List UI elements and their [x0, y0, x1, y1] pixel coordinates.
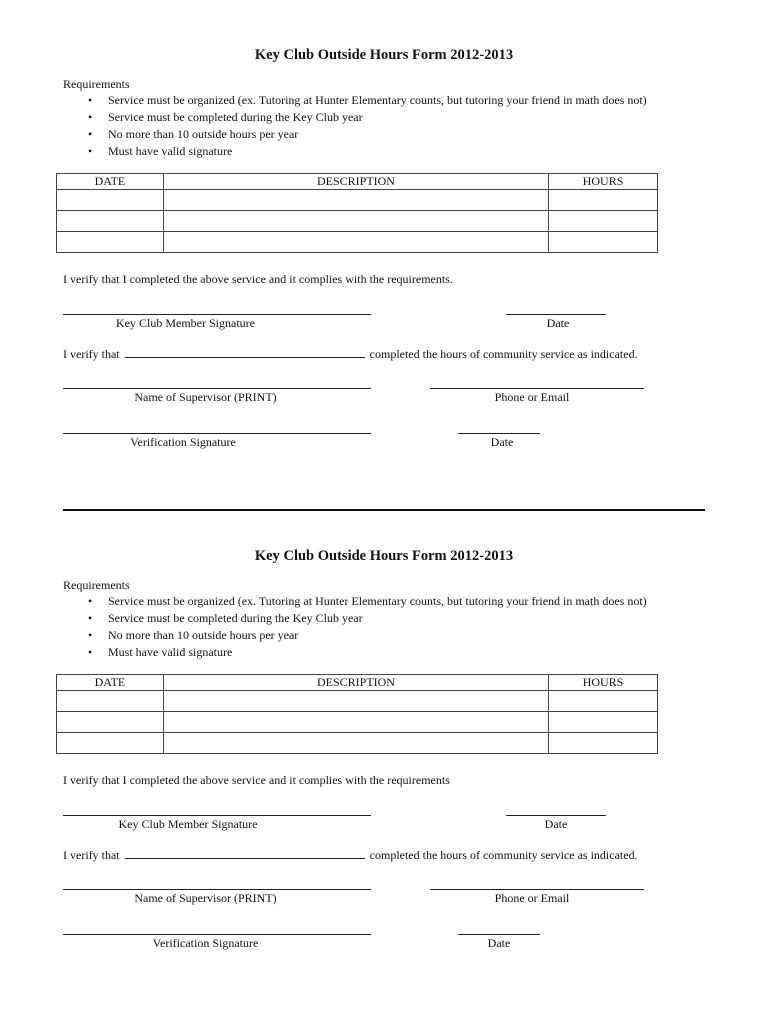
description-cell[interactable] — [163, 691, 548, 712]
member-date-label: Date — [546, 316, 570, 330]
description-cell[interactable] — [163, 211, 548, 232]
date-cell[interactable] — [57, 232, 164, 253]
verify-suffix: completed the hours of community service as indicated. — [369, 347, 638, 361]
member-verify-statement: I verify that I completed the above service and it complies with the requirements. — [63, 272, 453, 286]
hours-form-2 — [0, 501, 768, 981]
participant-name-blank[interactable] — [125, 346, 365, 358]
table-row — [57, 691, 658, 712]
table-header-row — [57, 675, 658, 691]
member-signature-line[interactable] — [63, 314, 371, 315]
contact-label: Phone or Email — [494, 891, 570, 905]
bullet-icon: • — [88, 93, 93, 107]
member-signature-label: Key Club Member Signature — [116, 316, 255, 330]
description-cell[interactable] — [163, 232, 548, 253]
verification-date-label: Date — [490, 435, 514, 449]
requirement-item: • No more than 10 outside hours per year — [88, 127, 299, 141]
member-date-line[interactable] — [506, 314, 606, 315]
date-column-header: DATE — [57, 174, 164, 190]
description-column-header: DESCRIPTION — [163, 675, 548, 691]
hours-form-1 — [0, 0, 768, 480]
requirement-item: • Service must be completed during the Key Club year — [88, 611, 363, 625]
hours-cell[interactable] — [549, 733, 658, 754]
requirements-list — [88, 92, 647, 160]
bullet-icon: • — [88, 144, 93, 158]
table-header-row — [57, 174, 658, 190]
hours-cell[interactable] — [549, 211, 658, 232]
table-row — [57, 211, 658, 232]
verification-signature-line[interactable] — [63, 433, 371, 434]
description-cell[interactable] — [163, 190, 548, 211]
requirement-item: • Must have valid signature — [88, 144, 233, 158]
hours-column-header: HOURS — [549, 174, 658, 190]
table-row — [57, 733, 658, 754]
member-verify-statement: I verify that I completed the above service and it complies with the requirements — [63, 773, 450, 787]
requirements-label: Requirements — [63, 77, 130, 91]
requirement-item: • Service must be completed during the Key Club year — [88, 110, 363, 124]
member-date-line[interactable] — [506, 815, 606, 816]
verification-signature-label: Verification Signature — [130, 435, 236, 449]
contact-line[interactable] — [430, 388, 644, 389]
requirements-list — [88, 593, 647, 661]
requirement-item: • Must have valid signature — [88, 645, 233, 659]
verify-suffix: completed the hours of community service as indicated. — [369, 848, 638, 862]
bullet-icon: • — [88, 127, 93, 141]
description-cell[interactable] — [163, 712, 548, 733]
date-cell[interactable] — [57, 691, 164, 712]
verify-prefix: I verify that — [63, 848, 120, 862]
bullet-icon: • — [88, 594, 93, 608]
bullet-icon: • — [88, 110, 93, 124]
contact-line[interactable] — [430, 889, 644, 890]
verify-prefix: I verify that — [63, 347, 120, 361]
form-title: Key Club Outside Hours Form 2012-2013 — [254, 47, 514, 63]
contact-label: Phone or Email — [494, 390, 570, 404]
service-log-table — [56, 674, 658, 754]
member-date-label: Date — [544, 817, 568, 831]
table-row — [57, 232, 658, 253]
supervisor-verify-statement — [63, 847, 638, 863]
participant-name-blank[interactable] — [125, 847, 365, 859]
hours-cell[interactable] — [549, 691, 658, 712]
requirement-item: • Service must be organized (ex. Tutoring at Hunter Elementary counts, but tutoring your friend in math does not) — [88, 93, 647, 107]
requirement-item: • No more than 10 outside hours per year — [88, 628, 299, 642]
member-signature-line[interactable] — [63, 815, 371, 816]
bullet-icon: • — [88, 611, 93, 625]
supervisor-name-label: Name of Supervisor (PRINT) — [134, 390, 277, 404]
bullet-icon: • — [88, 628, 93, 642]
hours-column-header: HOURS — [549, 675, 658, 691]
verification-date-line[interactable] — [458, 433, 540, 434]
hours-cell[interactable] — [549, 712, 658, 733]
verification-signature-label: Verification Signature — [152, 936, 259, 950]
supervisor-name-label: Name of Supervisor (PRINT) — [134, 891, 277, 905]
form-title: Key Club Outside Hours Form 2012-2013 — [254, 548, 514, 564]
requirement-item: • Service must be organized (ex. Tutoring at Hunter Elementary counts, but tutoring your friend in math does not) — [88, 594, 647, 608]
description-cell[interactable] — [163, 733, 548, 754]
table-row — [57, 712, 658, 733]
hours-cell[interactable] — [549, 190, 658, 211]
date-column-header: DATE — [57, 675, 164, 691]
date-cell[interactable] — [57, 733, 164, 754]
date-cell[interactable] — [57, 712, 164, 733]
verification-signature-line[interactable] — [63, 934, 371, 935]
hours-cell[interactable] — [549, 232, 658, 253]
table-row — [57, 190, 658, 211]
bullet-icon: • — [88, 645, 93, 659]
supervisor-verify-statement — [63, 346, 638, 362]
requirements-label: Requirements — [63, 578, 130, 592]
supervisor-name-line[interactable] — [63, 889, 371, 890]
date-cell[interactable] — [57, 211, 164, 232]
verification-date-label: Date — [487, 936, 511, 950]
supervisor-name-line[interactable] — [63, 388, 371, 389]
date-cell[interactable] — [57, 190, 164, 211]
description-column-header: DESCRIPTION — [163, 174, 548, 190]
service-log-table — [56, 173, 658, 253]
verification-date-line[interactable] — [458, 934, 540, 935]
member-signature-label: Key Club Member Signature — [118, 817, 258, 831]
